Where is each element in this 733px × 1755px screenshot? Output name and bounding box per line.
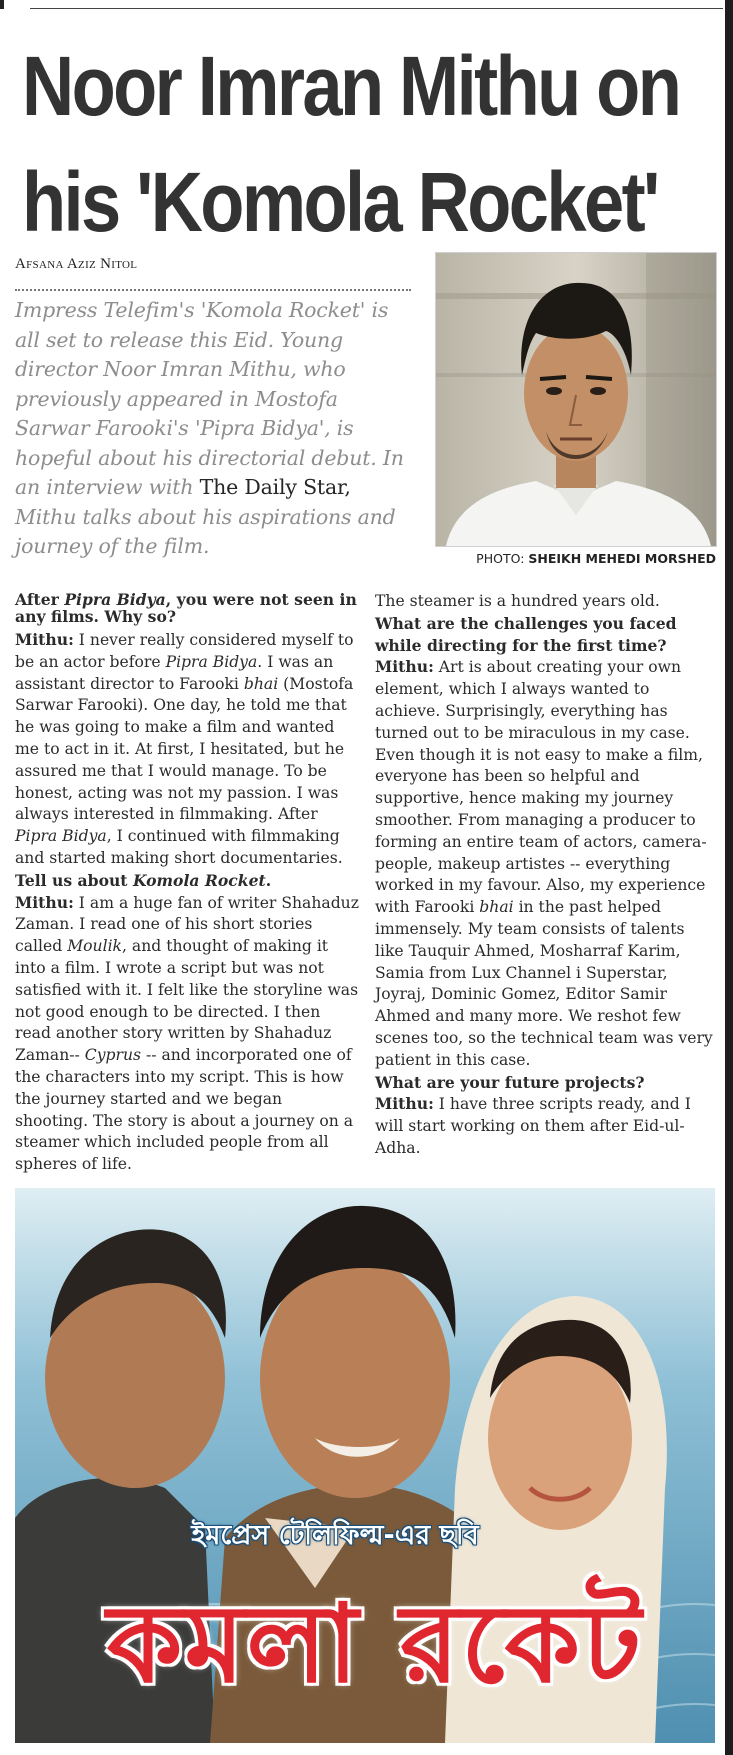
answer-3 bbox=[375, 656, 715, 1071]
poster-tagline: ইমপ্রেস টেলিফিল্ম-এর ছবি bbox=[191, 1520, 479, 1551]
top-rule bbox=[30, 8, 723, 9]
headline-line-2: his 'Komola Rocket' bbox=[22, 155, 658, 249]
answer-text: Art is about creating your own element, which I always wanted to achieve. Surprisingly, everything has turned out to be miraculous in my case. Even though it is not easy to make a film, everyone has been so helpful and supportive, hence making my journey smoother. From managing a producer to forming an entire team of actors, camera-people, makeup artistes -- everything worked in my favour. Also, my experience with Farooki bbox=[375, 658, 707, 917]
answer-title: Cyprus bbox=[84, 1046, 141, 1065]
page-edge-bar bbox=[725, 0, 733, 1755]
question-text: , you were not seen in any films. Why so? bbox=[15, 590, 357, 626]
answer-term: bhai bbox=[479, 898, 514, 917]
answer-term: bhai bbox=[243, 674, 279, 693]
question-title: Pipra Bidya bbox=[64, 590, 166, 609]
body-column-2 bbox=[375, 591, 715, 1160]
answer-title: Moulik bbox=[67, 937, 123, 956]
intro-text-end: Mithu talks about his aspirations and journey of the film. bbox=[15, 504, 396, 558]
answer-text: I never really considered myself to be an actor before bbox=[15, 631, 354, 671]
byline: Afsana Aziz Nitol bbox=[15, 256, 138, 272]
headline-line-1: Noor Imran Mithu on bbox=[22, 39, 680, 133]
answer-2-continued: The steamer is a hundred years old. bbox=[375, 592, 660, 610]
photo-credit bbox=[435, 551, 716, 566]
speaker-label: Mithu: bbox=[375, 657, 434, 677]
question-text: . bbox=[265, 870, 272, 890]
answer-2 bbox=[15, 892, 360, 1176]
answer-text: I have three scripts ready, and I will start working on them after Eid-ul-Adha. bbox=[375, 1095, 691, 1157]
photo-credit-name: SHEIKH MEHEDI MORSHED bbox=[528, 551, 716, 566]
question-2 bbox=[15, 870, 360, 892]
answer-1 bbox=[15, 629, 360, 870]
photo-credit-label: PHOTO: bbox=[476, 551, 525, 566]
intro-text: Impress Telefim's 'Komola Rocket' is all set to release this Eid. Young director Noor Imran Mithu, who previously appeared in Mostofa Sarwar Farooki's 'Pipra Bidya', is hopeful about his directorial debut. In an interview with bbox=[15, 298, 404, 499]
answer-text: -- and incorporated one of the characters into my script. This is how the journey started and we began shooting. The story is about a journey on a steamer which included people from all spheres of life. bbox=[15, 1046, 354, 1174]
answer-4 bbox=[375, 1093, 715, 1159]
question-title: Komola Rocket bbox=[132, 870, 266, 890]
answer-title: Pipra Bidya bbox=[165, 652, 258, 671]
answer-text: . I was an assistant director to Farooki bbox=[15, 652, 334, 693]
answer-text: I am a huge fan of writer Shahaduz Zaman. I read one of his short stories called bbox=[15, 893, 359, 956]
page-edge-mark bbox=[0, 0, 4, 9]
poster-title: কমলা রকেট bbox=[106, 1582, 644, 1707]
question-4: What are your future projects? bbox=[375, 1072, 645, 1092]
answer-text: , I continued with filmmaking and started making short documentaries. bbox=[15, 827, 343, 867]
question-3: What are the challenges you faced while directing for the first time? bbox=[375, 613, 677, 655]
dotted-divider bbox=[15, 289, 411, 291]
question-text: Tell us about bbox=[15, 870, 133, 890]
intro-brand: The Daily Star, bbox=[199, 475, 351, 499]
answer-text: (Mostofa Sarwar Farooki). One day, he told me that he was going to make a film and wanted me to act in it. At first, I hesitated, but he assured me that I would manage. To be honest, acting was not my passion. I was always interested in filmmaking. After bbox=[15, 674, 354, 824]
headline bbox=[22, 28, 680, 260]
intro-deck bbox=[15, 296, 415, 562]
answer-text: , and thought of making it into a film. I wrote a script but was not satisfied with it. I felt like the storyline was not good enough to be directed. I then read another story written by Shahaduz Zaman-- bbox=[15, 937, 359, 1065]
answer-title: Pipra Bidya bbox=[15, 827, 107, 846]
portrait-photo bbox=[435, 252, 717, 547]
speaker-label: Mithu: bbox=[15, 892, 74, 912]
speaker-label: Mithu: bbox=[15, 630, 74, 649]
question-1 bbox=[15, 591, 360, 625]
question-text: After bbox=[15, 590, 65, 609]
portrait-illustration bbox=[436, 253, 716, 546]
body-column-1 bbox=[15, 591, 360, 1176]
answer-text: in the past helped immensely. My team consists of talents like Tauquir Ahmed, Mosharraf Karim, Samia from Lux Channel i Superstar, Joyraj, Dominic Gomez, Editor Samir Ahmed and many more. We reshot few scenes too, so the technical team was very patient in this case. bbox=[375, 898, 713, 1069]
speaker-label: Mithu: bbox=[375, 1094, 434, 1114]
